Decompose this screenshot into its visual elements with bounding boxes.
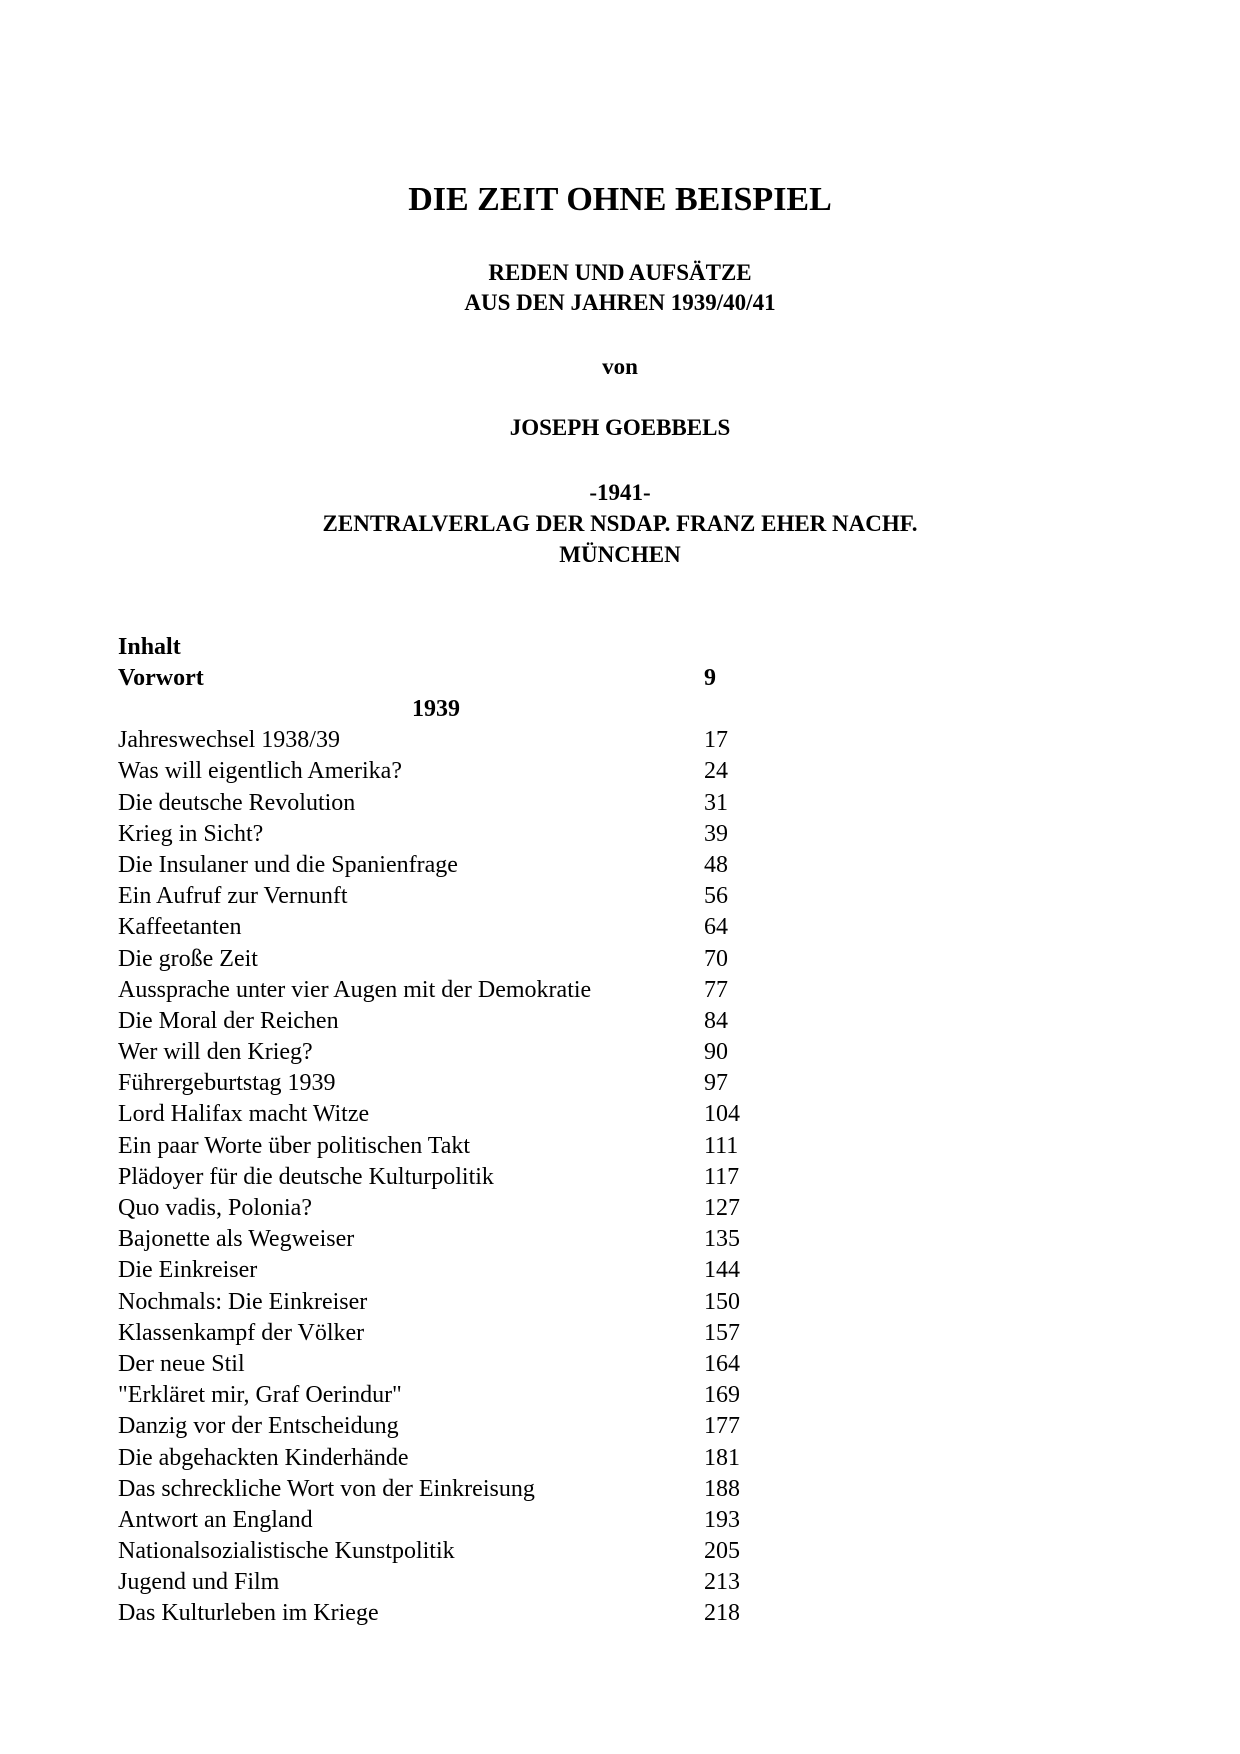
table-of-contents xyxy=(118,632,818,1630)
author-name: JOSEPH GOEBBELS xyxy=(509,415,731,440)
toc-entry-page: 218 xyxy=(704,1600,740,1627)
toc-entry-row xyxy=(118,1505,818,1536)
toc-entry-row xyxy=(118,1287,818,1318)
toc-entries xyxy=(118,725,818,1629)
toc-entry-row xyxy=(118,881,818,912)
toc-entry-row xyxy=(118,1598,818,1629)
toc-entry-row xyxy=(118,1349,818,1380)
toc-entry-title: Jugend und Film xyxy=(118,1569,280,1596)
toc-entry-row xyxy=(118,1224,818,1255)
toc-foreword-row xyxy=(118,663,818,694)
toc-entry-page: 31 xyxy=(704,789,728,816)
toc-entry-row xyxy=(118,975,818,1006)
subtitle-line-2: AUS DEN JAHREN 1939/40/41 xyxy=(464,290,776,315)
toc-foreword-title: Vorwort xyxy=(118,665,204,691)
toc-entry-row xyxy=(118,819,818,850)
toc-entry-page: 181 xyxy=(704,1444,740,1471)
toc-entry-title: Die deutsche Revolution xyxy=(118,789,356,816)
toc-entry-row xyxy=(118,1536,818,1567)
publisher-name: ZENTRALVERLAG DER NSDAP. FRANZ EHER NACHF. xyxy=(322,511,918,536)
toc-entry-page: 56 xyxy=(704,883,728,910)
toc-entry-title: Quo vadis, Polonia? xyxy=(118,1195,312,1221)
book-title: DIE ZEIT OHNE BEISPIEL xyxy=(408,181,832,218)
toc-entry-page: 127 xyxy=(704,1195,740,1221)
toc-entry-row xyxy=(118,1068,818,1099)
toc-entry-title: Bajonette als Wegweiser xyxy=(118,1226,355,1253)
toc-entry-page: 90 xyxy=(704,1039,728,1066)
toc-entry-page: 39 xyxy=(704,820,728,847)
subtitle-line-1: REDEN UND AUFSÄTZE xyxy=(488,260,752,285)
toc-entry-row xyxy=(118,1567,818,1598)
toc-heading: Inhalt xyxy=(118,634,181,660)
toc-entry-row xyxy=(118,850,818,881)
toc-entry-title: Die Insulaner und die Spanienfrage xyxy=(118,851,458,878)
toc-entry-title: Danzig vor der Entscheidung xyxy=(118,1413,399,1440)
toc-entry-title: Was will eigentlich Amerika? xyxy=(118,758,402,785)
toc-entry-title: Die Einkreiser xyxy=(118,1257,258,1284)
toc-entry-title: Antwort an England xyxy=(118,1506,313,1533)
toc-entry-page: 17 xyxy=(704,727,728,754)
toc-entry-page: 97 xyxy=(704,1070,728,1097)
toc-entry-row xyxy=(118,1006,818,1037)
toc-entry-page: 157 xyxy=(704,1319,740,1346)
toc-entry-row xyxy=(118,788,818,819)
toc-entry-row xyxy=(118,1162,818,1193)
toc-entry-title: Führergeburtstag 1939 xyxy=(118,1070,336,1097)
toc-entry-page: 111 xyxy=(704,1132,739,1159)
toc-entry-row xyxy=(118,1193,818,1224)
toc-entry-row xyxy=(118,1443,818,1474)
toc-entry-page: 117 xyxy=(704,1163,740,1190)
toc-entry-title: Aussprache unter vier Augen mit der Demokratie xyxy=(118,976,592,1003)
toc-entry-page: 144 xyxy=(704,1257,740,1284)
toc-entry-row xyxy=(118,1318,818,1349)
toc-entry-row xyxy=(118,1255,818,1286)
toc-entry-title: Krieg in Sicht? xyxy=(118,820,264,847)
toc-entry-title: Die abgehackten Kinderhände xyxy=(118,1444,409,1471)
toc-entry-page: 24 xyxy=(704,758,728,785)
toc-foreword-page: 9 xyxy=(704,665,716,691)
toc-entry-title: Klassenkampf der Völker xyxy=(118,1319,365,1346)
toc-section-year: 1939 xyxy=(412,696,460,723)
toc-entry-title: Nationalsozialistische Kunstpolitik xyxy=(118,1538,455,1565)
toc-entry-page: 188 xyxy=(704,1475,740,1502)
toc-entry-row xyxy=(118,1037,818,1068)
publication-info xyxy=(0,477,1240,570)
toc-entry-title: Die große Zeit xyxy=(118,945,258,972)
toc-entry-page: 169 xyxy=(704,1382,740,1409)
publisher-city: MÜNCHEN xyxy=(559,542,681,567)
toc-entry-row xyxy=(118,1411,818,1442)
toc-entry-title: Plädoyer für die deutsche Kulturpolitik xyxy=(118,1163,494,1190)
toc-entry-page: 48 xyxy=(704,851,728,878)
toc-entry-row xyxy=(118,1380,818,1411)
toc-entry-title: Lord Halifax macht Witze xyxy=(118,1101,370,1128)
toc-entry-title: Das Kulturleben im Kriege xyxy=(118,1600,379,1627)
toc-entry-page: 205 xyxy=(704,1538,740,1565)
toc-entry-row xyxy=(118,1131,818,1162)
toc-entry-page: 150 xyxy=(704,1288,740,1315)
toc-entry-page: 213 xyxy=(704,1569,740,1596)
toc-entry-title: Ein Aufruf zur Vernunft xyxy=(118,883,348,910)
toc-entry-row xyxy=(118,1099,818,1130)
toc-entry-title: Ein paar Worte über politischen Takt xyxy=(118,1132,471,1159)
toc-entry-title: Das schreckliche Wort von der Einkreisung xyxy=(118,1475,535,1502)
toc-entry-page: 104 xyxy=(704,1101,740,1128)
toc-entry-page: 193 xyxy=(704,1506,740,1533)
toc-entry-page: 77 xyxy=(704,976,728,1003)
toc-entry-row xyxy=(118,1474,818,1505)
publication-year: -1941- xyxy=(589,480,651,505)
toc-entry-title: Jahreswechsel 1938/39 xyxy=(118,727,340,754)
toc-entry-row xyxy=(118,756,818,787)
toc-entry-page: 177 xyxy=(704,1413,740,1440)
toc-entry-page: 70 xyxy=(704,945,728,972)
toc-entry-row xyxy=(118,912,818,943)
toc-entry-title: Der neue Stil xyxy=(118,1350,245,1377)
book-subtitle xyxy=(0,258,1240,318)
toc-entry-title: Kaffeetanten xyxy=(118,914,242,941)
toc-entry-row xyxy=(118,725,818,756)
toc-entry-title: Nochmals: Die Einkreiser xyxy=(118,1288,368,1315)
by-label: von xyxy=(602,354,638,379)
toc-entry-page: 164 xyxy=(704,1350,740,1377)
toc-entry-page: 135 xyxy=(704,1226,740,1253)
toc-entry-title: Die Moral der Reichen xyxy=(118,1007,339,1034)
toc-entry-page: 84 xyxy=(704,1007,728,1034)
toc-entry-row xyxy=(118,944,818,975)
toc-entry-page: 64 xyxy=(704,914,728,941)
toc-entry-title: Wer will den Krieg? xyxy=(118,1039,313,1066)
toc-entry-title: "Erkläret mir, Graf Oerindur" xyxy=(118,1382,402,1409)
